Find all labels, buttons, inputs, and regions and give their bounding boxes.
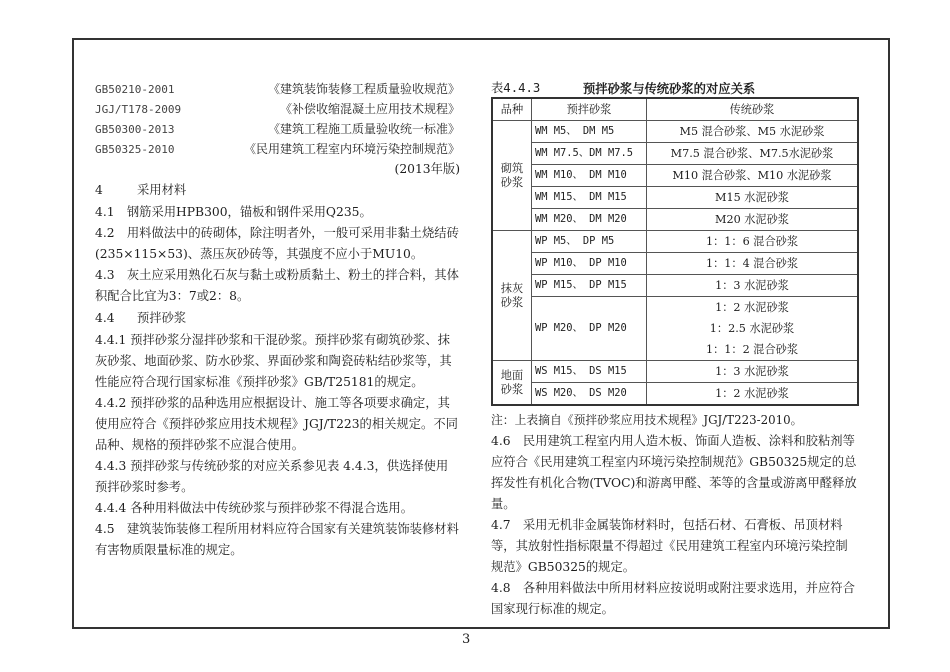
table-row: WP M15、 DP M15 1：3 水泥砂浆 bbox=[492, 275, 858, 297]
paragraph-4-3: 4.3 灰土应采用熟化石灰与黏土或粉质黏土、粉土的拌合料，其体积配合比宜为3：7或2：8。 bbox=[95, 268, 459, 303]
table-row: WM M10、 DM M10 M10 混合砂浆、M10 水泥砂浆 bbox=[492, 165, 858, 187]
page-number: 3 bbox=[462, 632, 471, 647]
table-row: WP M20、 DP M20 1：2 水泥砂浆 1：2.5 水泥砂浆 1：1：2 混合砂浆 bbox=[492, 297, 858, 361]
table-row: 地面砂浆 WS M15、 DS M15 1：3 水泥砂浆 bbox=[492, 361, 858, 383]
table-row: WM M15、 DM M15 M15 水泥砂浆 bbox=[492, 187, 858, 209]
standard-reference: GB50325-2010 《民用建筑工程室内环境污染控制规范》 bbox=[95, 142, 460, 156]
standard-reference: JGJ/T178-2009 《补偿收缩混凝土应用技术规程》 bbox=[95, 102, 460, 116]
table-row: WP M10、 DP M10 1：1：4 混合砂浆 bbox=[492, 253, 858, 275]
paragraph-4-7: 4.7 采用无机非金属装饰材料时，包括石材、石膏板、吊顶材料等，其放射性指标限量不得超过《民用建筑工程室内环境污染控制规范》GB50325的规定。 bbox=[491, 518, 848, 574]
table-caption: 表4.4.3 预拌砂浆与传统砂浆的对应关系 bbox=[491, 81, 756, 96]
table-row: WM M20、 DM M20 M20 水泥砂浆 bbox=[492, 209, 858, 231]
section-heading: 4 采用材料 bbox=[95, 183, 187, 197]
right-column bbox=[491, 80, 859, 620]
subsection-heading: 4.4 预拌砂浆 bbox=[95, 311, 187, 325]
paragraph-4-4-3: 4.4.3 预拌砂浆与传统砂浆的对应关系参见表 4.4.3，供选择使用预拌砂浆时参考。 bbox=[95, 459, 449, 494]
left-column bbox=[95, 79, 460, 561]
paragraph-4-6: 4.6 民用建筑工程室内用人造木板、饰面人造板、涂料和胶粘剂等应符合《民用建筑工程室内环境污染控制规范》GB50325规定的总挥发性有机化合物(TVOC)和游离甲醛、苯等的含量或游离甲醛释放量。 bbox=[491, 434, 857, 511]
standard-reference: GB50210-2001 《建筑装饰装修工程质量验收规范》 bbox=[95, 82, 460, 96]
paragraph-4-4-4: 4.4.4 各种用料做法中传统砂浆与预拌砂浆不得混合选用。 bbox=[95, 501, 414, 515]
paragraph-4-2: 4.2 用料做法中的砖砌体，除注明者外，一般可采用非黏土烧结砖(235×115×53)、蒸压灰砂砖等，其强度不应小于MU10。 bbox=[95, 226, 459, 261]
table-row: 抹灰砂浆 WP M5、 DP M5 1：1：6 混合砂浆 bbox=[492, 231, 858, 253]
table-row: 砌筑砂浆 WM M5、 DM M5 M5 混合砂浆、M5 水泥砂浆 bbox=[492, 121, 858, 143]
standard-reference: GB50300-2013 《建筑工程施工质量验收统一标准》 bbox=[95, 122, 460, 136]
mortar-correspondence-table bbox=[491, 97, 859, 406]
paragraph-4-1: 4.1 钢筋采用HPB300，锚板和钢件采用Q235。 bbox=[95, 205, 372, 219]
paragraph-4-4-2: 4.4.2 预拌砂浆的品种选用应根据设计、施工等各项要求确定，其使用应符合《预拌砂浆应用技术规程》JGJ/T223的相关规定。不同品种、规格的预拌砂浆不应混合使用。 bbox=[95, 396, 458, 452]
table-note: 注：上表摘自《预拌砂浆应用技术规程》JGJ/T223-2010。 bbox=[491, 413, 803, 427]
paragraph-4-8: 4.8 各种用料做法中所用材料应按说明或附注要求选用，并应符合国家现行标准的规定。 bbox=[491, 581, 855, 616]
table-row: WM M7.5、DM M7.5 M7.5 混合砂浆、M7.5水泥砂浆 bbox=[492, 143, 858, 165]
reference-edition: (2013年版) bbox=[394, 162, 460, 176]
table-row: WS M20、 DS M20 1：2 水泥砂浆 bbox=[492, 383, 858, 406]
paragraph-4-5: 4.5 建筑装饰装修工程所用材料应符合国家有关建筑装饰装修材料有害物质限量标准的规定。 bbox=[95, 522, 459, 557]
table-header-row: 品种 预拌砂浆 传统砂浆 bbox=[492, 98, 858, 121]
paragraph-4-4-1: 4.4.1 预拌砂浆分湿拌砂浆和干混砂浆。预拌砂浆有砌筑砂浆、抹灰砂浆、地面砂浆、防水砂浆、界面砂浆和陶瓷砖粘结砂浆等，其性能应符合现行国家标准《预拌砂浆》GB/T25181的规定。 bbox=[95, 333, 452, 389]
